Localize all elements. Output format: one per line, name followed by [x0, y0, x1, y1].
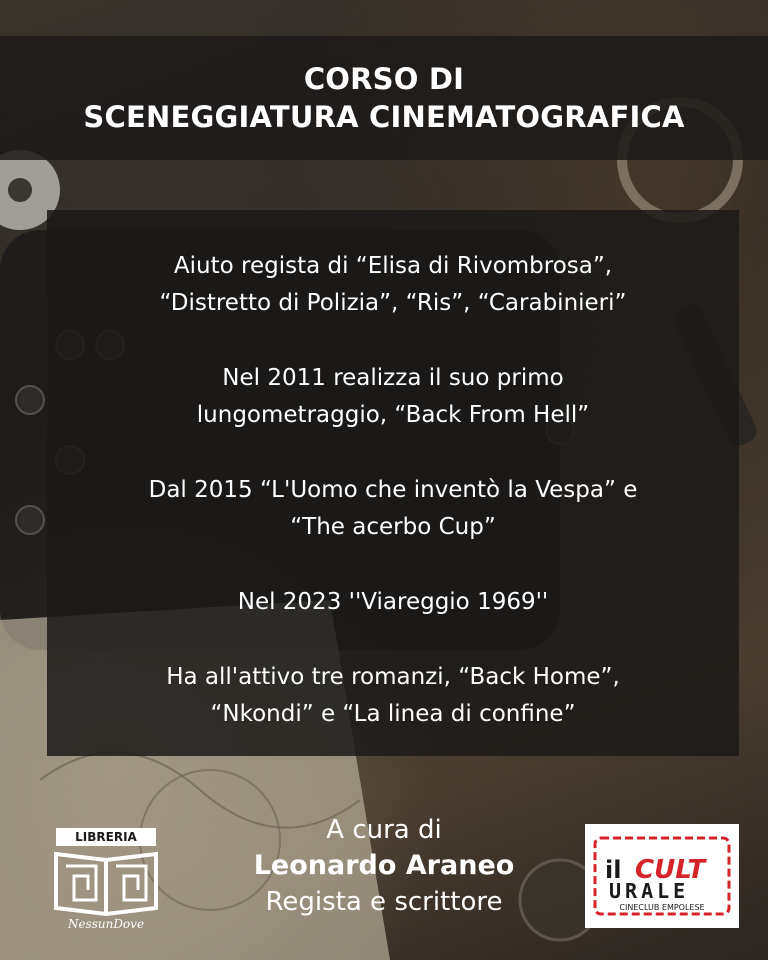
logo-right-il: il	[605, 856, 622, 884]
bio-paragraph	[166, 659, 620, 733]
bio-paragraph	[160, 248, 627, 322]
title-line-2: SCENEGGIATURA CINEMATOGRAFICA	[83, 100, 685, 134]
title-banner	[0, 36, 768, 160]
logo-right-cult: CULT	[635, 855, 706, 885]
credit-intro: A cura di	[326, 815, 442, 845]
bio-line: “Distretto di Polizia”, “Ris”, “Carabinieri”	[159, 290, 627, 316]
cineclub-empolese-logo	[585, 824, 739, 928]
credit-role: Regista e scrittore	[265, 887, 503, 917]
libreria-nessundove-logo	[44, 826, 168, 932]
bio-line: “Nkondi” e “La linea di confine”	[210, 701, 576, 727]
logo-left-top-text: LIBRERIA	[75, 830, 137, 844]
credit-name: Leonardo Araneo	[253, 850, 515, 881]
bio-line: “The acerbo Cup”	[290, 514, 496, 540]
credit-block	[200, 812, 568, 920]
logo-right-subtitle: CINECLUB EMPOLESE	[619, 903, 705, 912]
title-line-1: CORSO DI	[303, 62, 465, 96]
bio-line: Ha all'attivo tre romanzi, “Back Home”,	[166, 664, 620, 690]
bio-panel	[47, 210, 739, 756]
bio-line: Dal 2015 “L'Uomo che inventò la Vespa” e	[148, 477, 638, 503]
bio-paragraph	[197, 360, 589, 434]
logo-right-urale: URALE	[609, 879, 690, 903]
bio-paragraph	[238, 584, 549, 621]
bio-paragraph	[149, 472, 638, 546]
logo-left-bottom-text: NessunDove	[67, 917, 145, 931]
bio-line: Aiuto regista di “Elisa di Rivombrosa”,	[173, 253, 613, 279]
bio-line: lungometraggio, “Back From Hell”	[196, 402, 590, 428]
bio-line: Nel 2023 ''Viareggio 1969''	[237, 589, 549, 615]
bio-line: Nel 2011 realizza il suo primo	[222, 365, 564, 391]
